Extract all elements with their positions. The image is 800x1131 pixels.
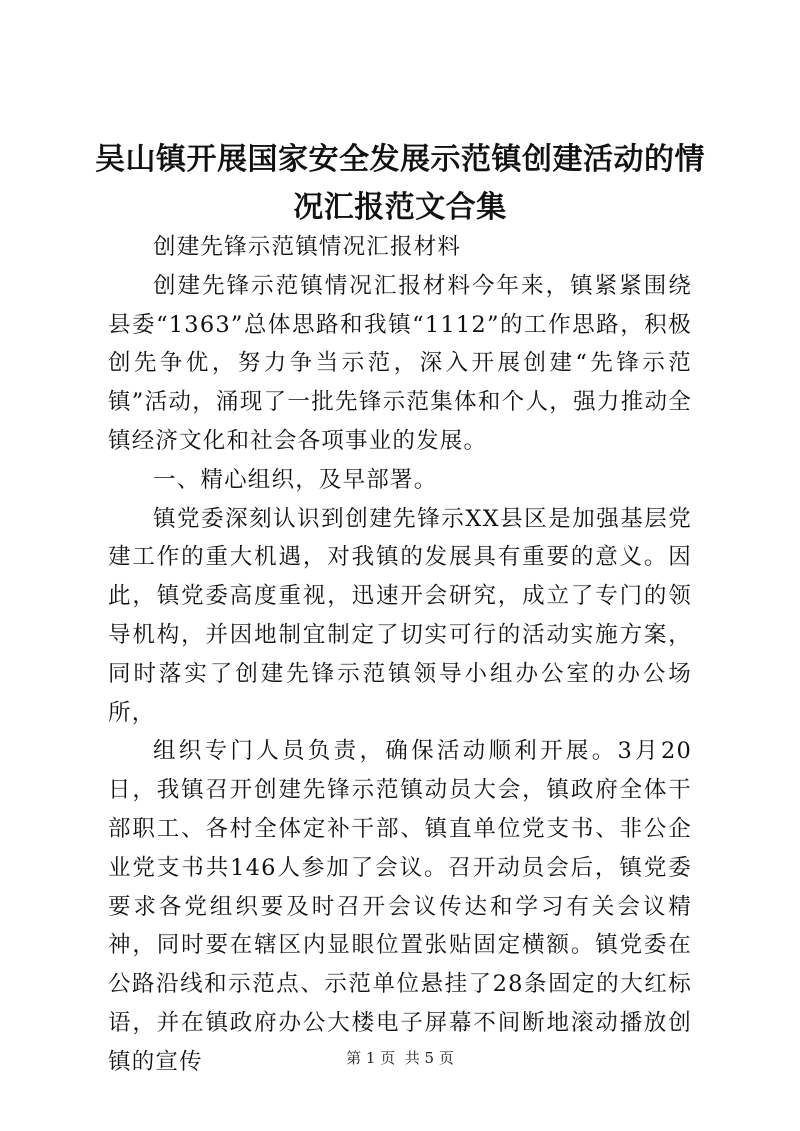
page-footer [0, 1048, 800, 1068]
paragraph-section-1: 镇党委深刻认识到创建先锋示XX县区是加强基层党建工作的重大机遇，对我镇的发展具有重要的意义。因此，镇党委高度重视，迅速开会研究，成立了专门的领导机构，并因地制宜制定了切实可行的活动实施方案，同时落实了创建先锋示范镇领导小组办公室的办公场所， [108, 505, 692, 726]
paragraph-section-1-cont: 组织专门人员负责，确保活动顺利开展。3月20日，我镇召开创建先锋示范镇动员大会，镇政府全体干部职工、各村全体定补干部、镇直单位党支书、非公企业党支书共146人参加了会议。召开动员会后，镇党委要求各党组织要及时召开会议传达和学习有关会议精神，同时要在辖区内显眼位置张贴固定横额。镇党委在公路沿线和示范点、示范单位悬挂了28条固定的大红标语，并在镇政府办公大楼电子屏幕不间断地滚动播放创镇的宣传 [108, 738, 692, 1075]
document-body [108, 228, 692, 1082]
paragraph-intro: 创建先锋示范镇情况汇报材料今年来，镇紧紧围绕县委“1363”总体思路和我镇“1112”的工作思路，积极创先争优，努力争当示范，深入开展创建“先锋示范镇”活动，涌现了一批先锋示范集体和个人，强力推动全镇经济文化和社会各项事业的发展。 [108, 272, 692, 454]
paragraph-subtitle: 创建先锋示范镇情况汇报材料 [153, 234, 462, 260]
page-number-label: 第 1 页 共 5 页 [346, 1049, 454, 1067]
title-line-2: 况汇报范文合集 [293, 190, 507, 225]
document-title [80, 136, 720, 232]
section-heading-1: 一、精心组织，及早部署。 [153, 466, 438, 493]
title-line-1: 吴山镇开展国家安全发展示范镇创建活动的情 [95, 142, 705, 177]
